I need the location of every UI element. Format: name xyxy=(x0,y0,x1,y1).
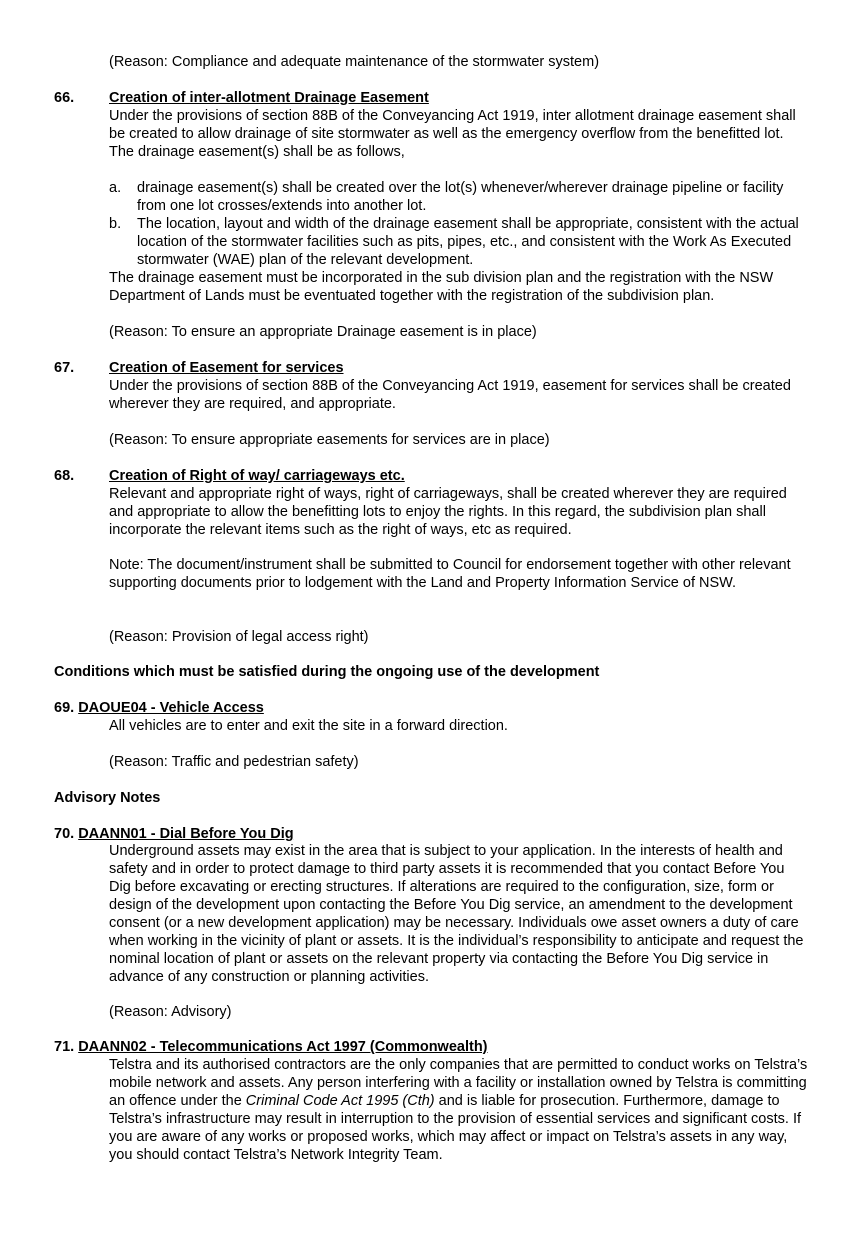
condition-title: DAOUE04 - Vehicle Access xyxy=(78,700,264,716)
list-item-text: The location, layout and width of the drainage easement shall be appropriate, consistent with the actual location of the stormwater facilities such as pits, pipes, etc., and consistent with the Work As Executed stormwater (WAE) plan of the relevant development. xyxy=(137,216,799,268)
condition-body: Under the provisions of section 88B of the Conveyancing Act 1919, easement for services shall be created wherever they are required, and appropriate. xyxy=(109,378,791,412)
reason-text: (Reason: Compliance and adequate maintenance of the stormwater system) xyxy=(109,54,600,70)
condition-number: 70. xyxy=(54,826,75,842)
condition-heading xyxy=(54,699,264,717)
reason-text: (Reason: Provision of legal access right) xyxy=(109,629,369,645)
condition-heading xyxy=(54,825,294,843)
section-heading: Advisory Notes xyxy=(54,790,161,806)
list-item-text: drainage easement(s) shall be created over the lot(s) whenever/wherever drainage pipeline or facility from one lot crosses/extends into another lot. xyxy=(137,180,784,214)
reason-text: (Reason: To ensure an appropriate Drainage easement is in place) xyxy=(109,324,537,340)
list-marker: a. xyxy=(109,180,122,196)
condition-heading xyxy=(54,1038,488,1056)
act-citation: Criminal Code Act 1995 (Cth) xyxy=(245,1093,435,1109)
section-heading: Conditions which must be satisfied during the ongoing use of the development xyxy=(54,664,600,680)
condition-number: 69. xyxy=(54,700,75,716)
list-item xyxy=(109,179,809,215)
condition-title: Creation of Easement for services xyxy=(109,360,344,376)
body-text: and is liable for prosecution. Furthermore, damage to Telstra’s infrastructure may result in interruption to the provision of essential services and significant costs. If you are aware of any works or proposed works, which may affect or impact on Telstra’s assets in any way, you should contact Telstra’s Network Integrity Team. xyxy=(109,1093,802,1163)
condition-number: 71. xyxy=(54,1039,75,1055)
condition-title: Creation of inter-allotment Drainage Easement xyxy=(109,90,429,106)
condition-title: Creation of Right of way/ carriageways etc. xyxy=(109,468,405,484)
list-item xyxy=(109,215,809,269)
condition-title: DAANN01 - Dial Before You Dig xyxy=(78,826,294,842)
note-text: Note: The document/instrument shall be submitted to Council for endorsement together with other relevant supporting documents prior to lodgement with the Land and Property Information Service of NSW. xyxy=(109,557,791,591)
condition-number: 67. xyxy=(54,360,75,376)
list-marker: b. xyxy=(109,216,122,232)
condition-body: All vehicles are to enter and exit the site in a forward direction. xyxy=(109,718,508,734)
reason-text: (Reason: Traffic and pedestrian safety) xyxy=(109,754,359,770)
condition-body: The drainage easement must be incorporated in the sub division plan and the registration with the NSW Department of Lands must be eventuated together with the registration of the subdivision plan. xyxy=(109,270,774,304)
condition-body: Underground assets may exist in the area that is subject to your application. In the interests of health and safety and in order to protect damage to third party assets it is recommended that you contact Before You Dig before excavating or erecting structures. If alterations are required to the configuration, size, form or design of the development upon contacting the Before You Dig service, an amendment to the development consent (or a new development application) may be necessary. Individuals owe asset owners a duty of care when working in the vicinity of plant or assets. It is the individual’s responsibility to anticipate and request the nominal location of plant or assets on the relevant property via contacting the Before You Dig service in advance of any construction or planning activities. xyxy=(109,843,804,985)
condition-number: 68. xyxy=(54,468,75,484)
condition-body: Relevant and appropriate right of ways, right of carriageways, shall be created wherever they are required and appropriate to allow the benefitting lots to enjoy the rights. In this regard, the subdivision plan shall incorporate the relevant items such as the right of ways, etc as required. xyxy=(109,486,787,538)
condition-number: 66. xyxy=(54,90,75,106)
condition-body xyxy=(109,1056,809,1164)
body-text: Telstra and its authorised contractors are the only companies that are permitted to conduct works on Telstra’s mobile network and assets. Any person interfering with a facility or installation owned by Telstra is committing an offence under the xyxy=(109,1057,808,1109)
condition-body: Under the provisions of section 88B of the Conveyancing Act 1919, inter allotment drainage easement shall be created to allow drainage of site stormwater as well as the emergency overflow from the benefitted lot. The drainage easement(s) shall be as follows, xyxy=(109,108,796,160)
reason-text: (Reason: Advisory) xyxy=(109,1004,232,1020)
reason-text: (Reason: To ensure appropriate easements for services are in place) xyxy=(109,432,550,448)
condition-title: DAANN02 - Telecommunications Act 1997 (Commonwealth) xyxy=(78,1039,488,1055)
